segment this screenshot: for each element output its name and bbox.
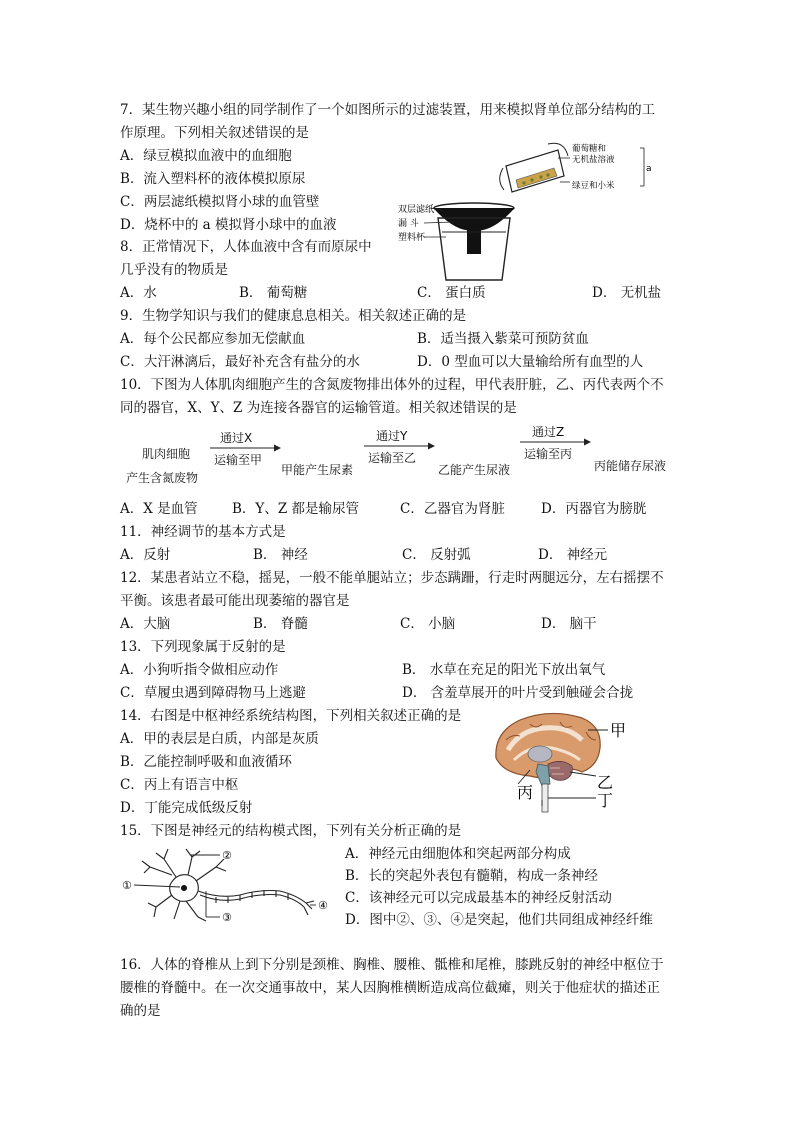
q10-option-b: B．Y、Z 都是输尿管 — [232, 501, 360, 517]
excretion-flow-diagram — [110, 422, 710, 494]
flow-arrow3-bottom: 运输至丙 — [524, 447, 573, 461]
q8-stem-line1: 8．正常情况下，人体血液中含有而原尿中 — [120, 239, 372, 255]
q9-option-c: C．大汗淋漓后，最好补充含有盐分的水 — [120, 354, 360, 370]
q12-stem-line1: 12．某患者站立不稳，摇晃，一般不能单腿站立；步态蹒跚，行走时两腿远分，左右摇摆不 — [120, 570, 664, 586]
q14-option-c: C．丙上有语言中枢 — [120, 777, 239, 793]
brain-label-yi: 乙 — [597, 773, 614, 792]
q12-option-a: A．大脑 — [120, 616, 171, 632]
q10-option-a: A．X 是血管 — [120, 501, 198, 517]
beaker-illustration — [500, 143, 568, 192]
q13-option-d: D． 含羞草展开的叶片受到触碰会合拢 — [402, 685, 634, 701]
flow-node-liver: 甲能产生尿素 — [281, 463, 354, 477]
q11-option-c: C． 反射弧 — [402, 547, 471, 563]
flow-node-muscle-2: 产生含氮废物 — [126, 471, 199, 485]
brain-label-bing: 丙 — [517, 783, 534, 802]
q11-option-d: D． 神经元 — [538, 547, 608, 563]
q8-option-a: A．水 — [120, 285, 157, 301]
q16-stem-line3: 确的是 — [120, 1003, 161, 1019]
q16-stem-line1: 16．人体的脊椎从上到下分别是颈椎、胸椎、腰椎、骶椎和尾椎，膝跳反射的神经中枢位于 — [120, 957, 664, 973]
q9-option-a: A．每个公民都应参加无偿献血 — [120, 331, 306, 347]
flow-node-bladder: 丙能储存尿液 — [594, 459, 667, 473]
q12-option-d: D． 脑干 — [541, 616, 597, 632]
flow-arrow3-top: 通过Z — [532, 425, 565, 439]
q10-stem-line2: 同的器官，X、Y、Z 为连接各器官的运输管道。相关叙述错误的是 — [120, 400, 517, 416]
q7-option-b: B．流入塑料杯的液体模拟原尿 — [120, 171, 306, 187]
q14-option-b: B．乙能控制呼吸和血液循环 — [120, 754, 292, 770]
flow-node-kidney: 乙能产生尿液 — [438, 463, 511, 477]
brain-label-ding: 丁 — [597, 791, 614, 810]
filter-device-figure — [398, 138, 652, 288]
fig7-label-funnel: 漏 斗 — [398, 219, 419, 229]
q10-option-d: D．丙器官为膀胱 — [541, 501, 647, 517]
q9-option-b: B．适当摄入紫菜可预防贫血 — [417, 331, 589, 347]
q7-stem-line2: 作原理。下列相关叙述错误的是 — [120, 125, 309, 141]
fig7-label-glucose: 葡萄糖和 — [572, 144, 607, 154]
q15-stem: 15．下图是神经元的结构模式图，下列有关分析正确的是 — [120, 823, 462, 839]
q15-option-b: B．长的突起外表包有髓鞘，构成一条神经 — [345, 868, 598, 884]
q15-option-d: D．图中②、③、④是突起，他们共同组成神经纤维 — [345, 912, 653, 928]
brain-illustration — [496, 713, 600, 812]
brain-label-jia: 甲 — [610, 721, 627, 740]
q13-option-a: A．小狗听指令做相应动作 — [120, 662, 279, 678]
q11-option-a: A．反射 — [120, 547, 171, 563]
fig7-label-beans: 绿豆和小米 — [572, 181, 615, 191]
q7-stem-line1: 7．某生物兴趣小组的同学制作了一个如图所示的过滤装置，用来模拟肾单位部分结构的工 — [120, 102, 656, 118]
q14-option-a: A．甲的表层是白质，内部是灰质 — [120, 731, 319, 747]
q14-stem: 14．右图是中枢神经系统结构图，下列相关叙述正确的是 — [120, 708, 462, 724]
funnel-cup-illustration — [434, 203, 514, 280]
q15-option-a: A．神经元由细胞体和突起两部分构成 — [345, 846, 571, 862]
fig7-label-salt: 无机盐溶液 — [572, 155, 615, 165]
fig7-label-cup: 塑料杯 — [398, 233, 426, 243]
flow-arrow2-top: 通过Y — [376, 429, 408, 443]
q10-stem-line1: 10．下图为人体肌肉细胞产生的含氮废物排出体外的过程，甲代表肝脏，乙、丙代表两个不 — [120, 377, 664, 393]
q16-stem-line2: 腰椎的脊髓中。在一次交通事故中，某人因胸椎横断造成高位截瘫，则关于他症状的描述正 — [120, 980, 660, 996]
neuron-figure — [120, 845, 335, 927]
fig7-label-filterpaper: 双层滤纸 — [398, 205, 435, 215]
q9-stem: 9．生物学知识与我们的健康息息相关。相关叙述正确的是 — [120, 308, 467, 324]
q13-option-c: C．草履虫遇到障碍物马上逃避 — [120, 685, 306, 701]
q12-option-c: C． 小脑 — [400, 616, 456, 632]
q12-option-b: B． 脊髓 — [253, 616, 308, 632]
neuron-label-2: ② — [222, 849, 232, 862]
brain-figure — [490, 710, 640, 812]
neuron-label-3: ③ — [222, 911, 232, 924]
q13-option-b: B． 水草在充足的阳光下放出氧气 — [402, 662, 606, 678]
q9-option-d: D．0 型血可以大量输给所有血型的人 — [417, 354, 644, 370]
q13-stem: 13．下列现象属于反射的是 — [120, 639, 286, 655]
q12-stem-line2: 平衡。该患者最可能出现萎缩的器官是 — [120, 593, 350, 609]
q7-option-d: D．烧杯中的 a 模拟肾小球中的血液 — [120, 217, 337, 233]
flow-node-muscle-1: 肌肉细胞 — [142, 447, 191, 461]
q11-option-b: B． 神经 — [253, 547, 308, 563]
q8-option-c: C． 蛋白质 — [417, 285, 486, 301]
neuron-label-1: ① — [122, 879, 132, 892]
flow-arrow2-bottom: 运输至乙 — [368, 451, 417, 465]
flow-arrow1-bottom: 运输至甲 — [214, 453, 263, 467]
q14-option-d: D．丁能完成低级反射 — [120, 800, 253, 816]
q8-option-b: B． 葡萄糖 — [239, 285, 308, 301]
q10-option-c: C．乙器官为肾脏 — [400, 501, 505, 517]
neuron-label-4: ④ — [318, 899, 328, 912]
q15-option-c: C．该神经元可以完成最基本的神经反射活动 — [345, 890, 612, 906]
q7-option-a: A．绿豆模拟血液中的血细胞 — [120, 148, 292, 164]
q8-stem-line2: 几乎没有的物质是 — [120, 262, 228, 278]
q11-stem: 11．神经调节的基本方式是 — [120, 524, 286, 540]
flow-arrow1-top: 通过X — [220, 431, 253, 445]
q7-option-c: C．两层滤纸模拟肾小球的血管壁 — [120, 194, 320, 210]
q8-option-d: D． 无机盐 — [592, 285, 662, 301]
fig7-label-a: a — [646, 164, 652, 174]
